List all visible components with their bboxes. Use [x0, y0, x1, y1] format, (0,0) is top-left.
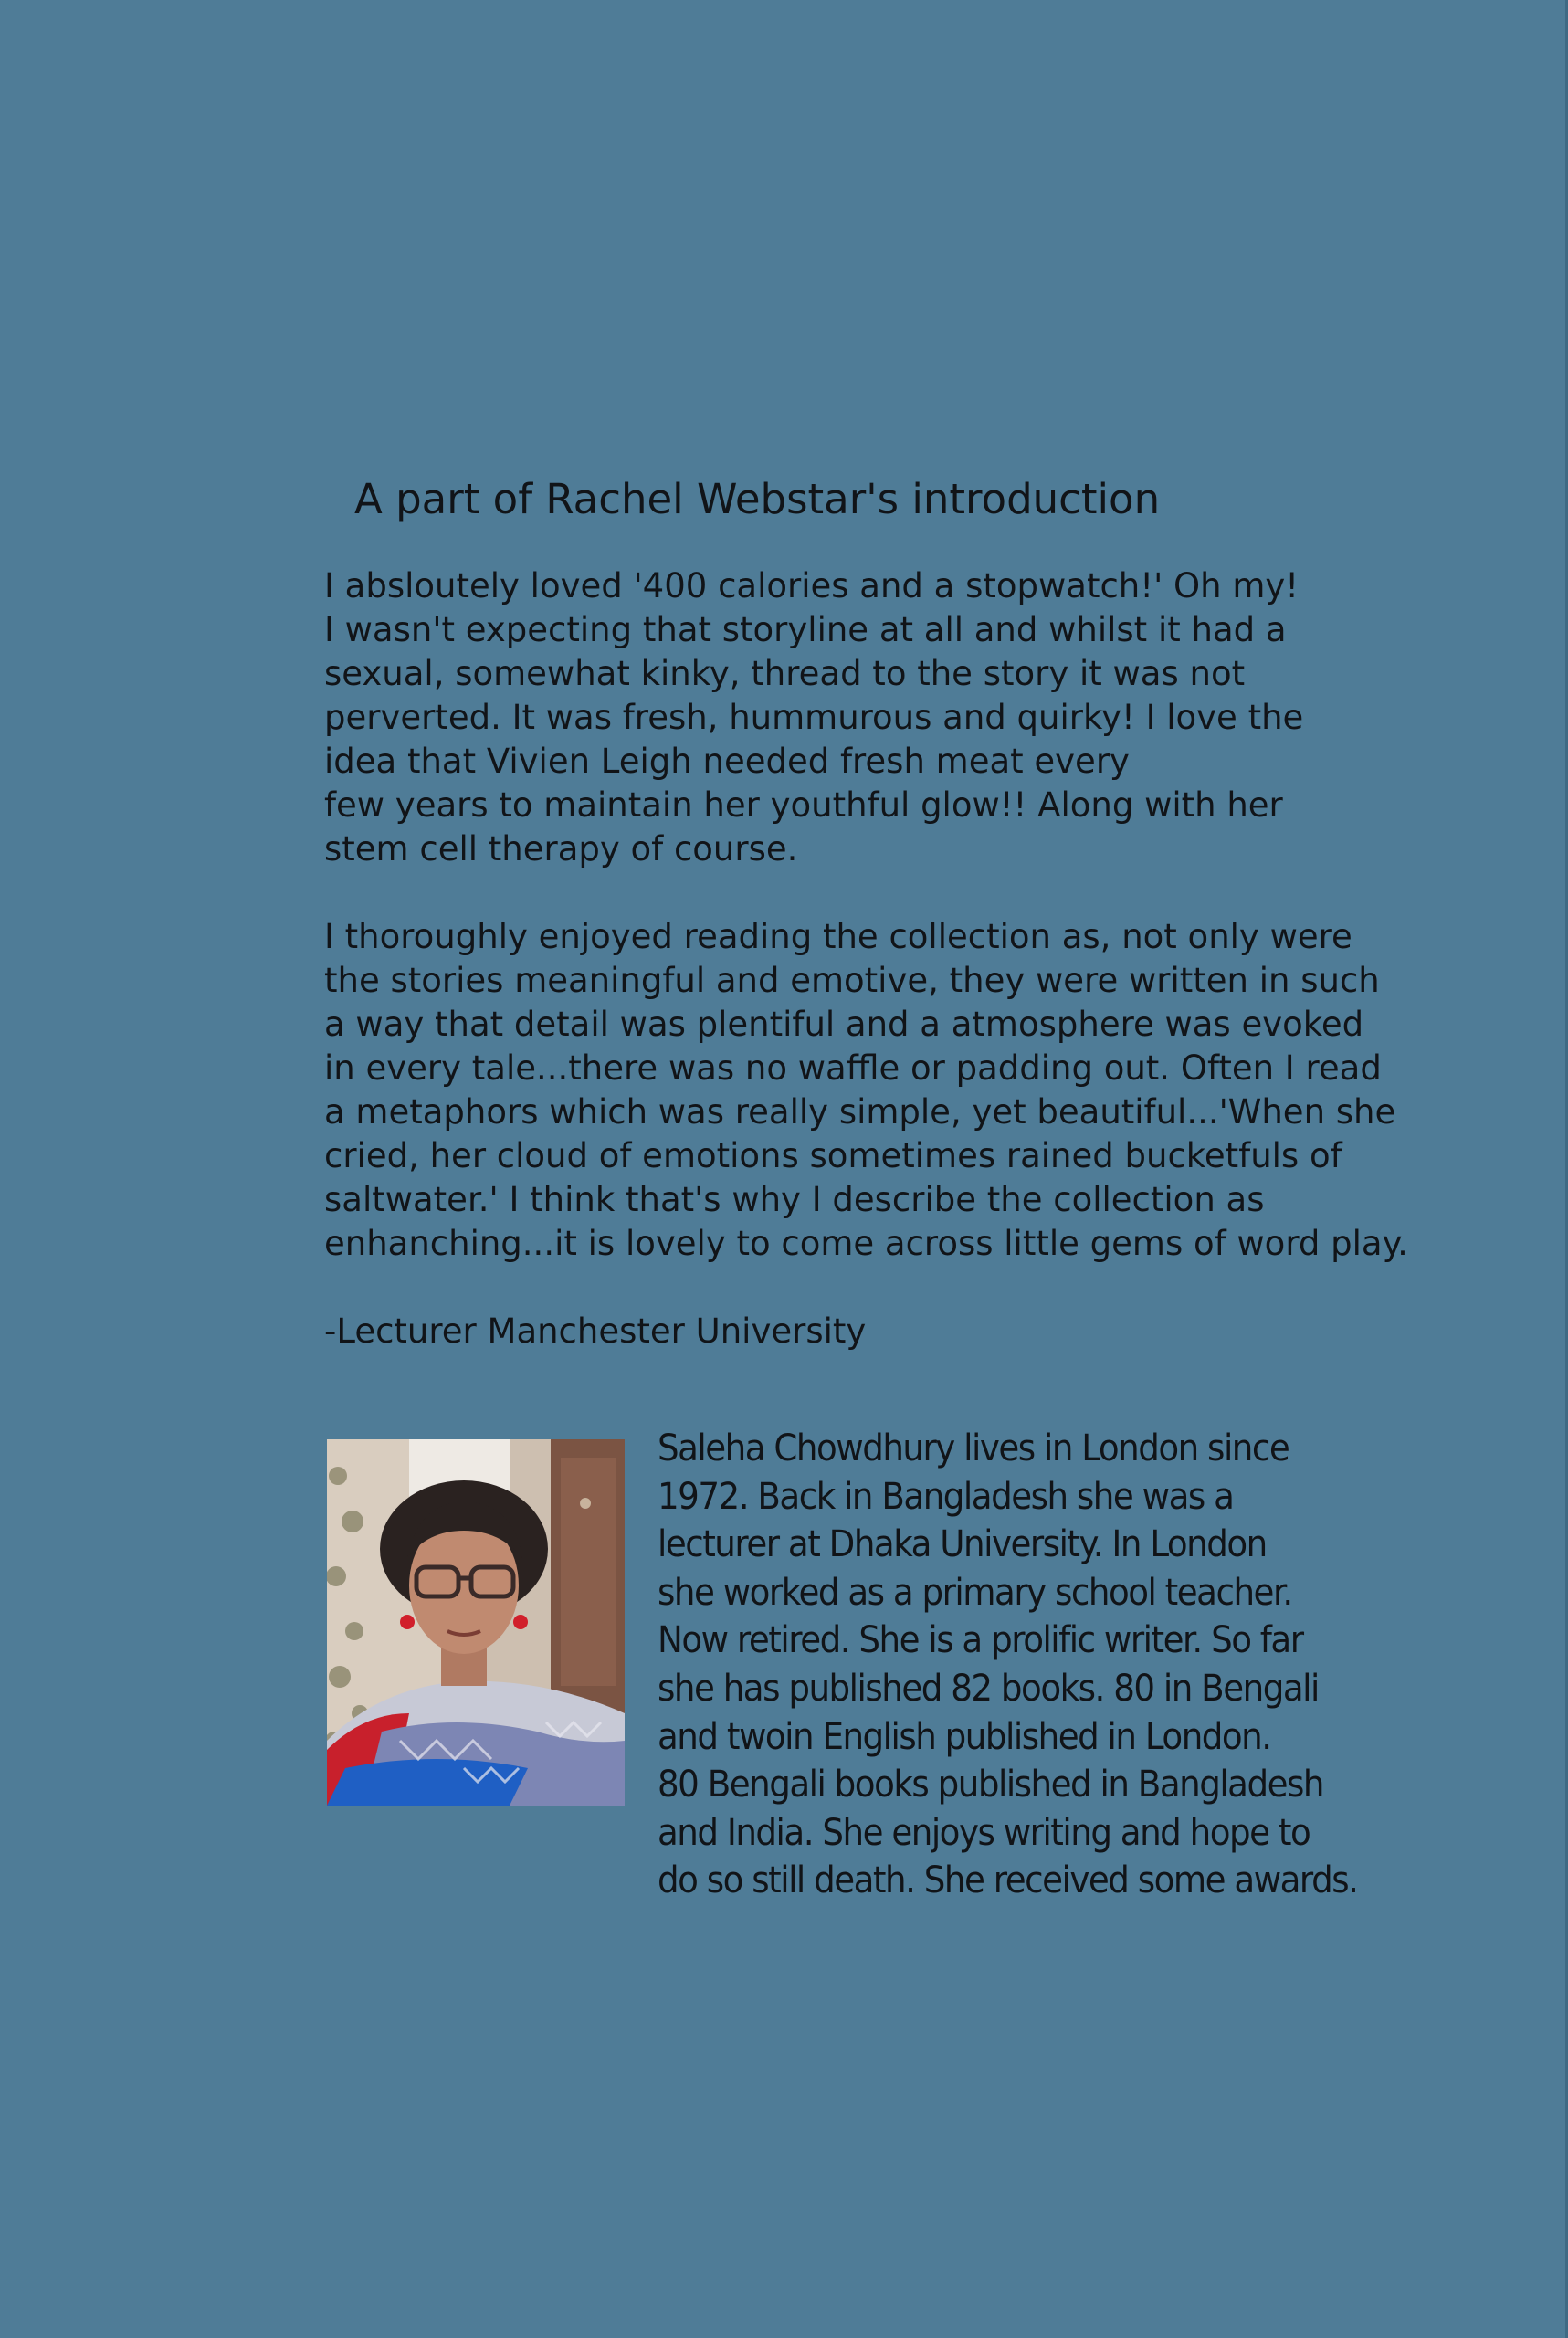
intro-attribution: -Lecturer Manchester University: [324, 1311, 867, 1351]
author-bio: Saleha Chowdhury lives in London since 1972. Back in Bangladesh she was a lecturer at Dhaka University. In London she worked as a primary school teacher. Now retired. She is a prolific writer. So far she has published 82 books. 80 in Bengali and twoin English published in London. 80 Bengali books published in Bangladesh and India. She enjoys writing and hope to do so still death. She received some awards.: [658, 1427, 1358, 1902]
intro-paragraph-2: I thoroughly enjoyed reading the collection as, not only were the stories meaningful and emotive, they were written in such a way that detail was plentiful and a atmosphere was evoked in every tale...there was no waffle or padding out. Often I read a metaphors which was really simple, yet beautiful...'When she cried, her cloud of emotions sometimes rained bucketfuls of saltwater.' I think that's why I describe the collection as enhanching...it is lovely to come across little gems of word play.: [324, 917, 1408, 1263]
intro-quote: [324, 564, 1530, 1353]
intro-paragraph-1: I absloutely loved '400 calories and a stopwatch!' Oh my! I wasn't expecting that storyline at all and whilst it had a sexual, somewhat kinky, thread to the story it was not perverted. It was fresh, hummurous and quirky! I love the idea that Vivien Leigh needed fresh meat every few years to maintain her youthful glow!! Along with her stem cell therapy of course.: [324, 566, 1304, 869]
intro-title: A part of Rachel Webstar's introduction: [354, 475, 1161, 523]
author-photo: [327, 1439, 625, 1806]
